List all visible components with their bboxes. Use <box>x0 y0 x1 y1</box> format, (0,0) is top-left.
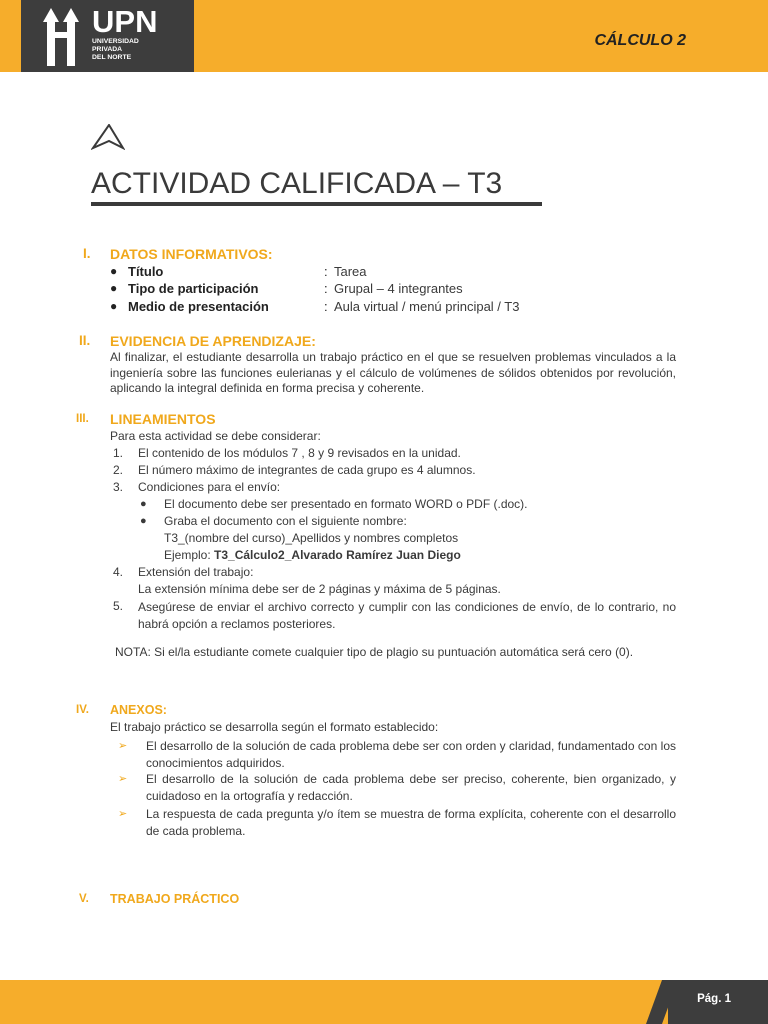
list-item: Extensión del trabajo: <box>138 565 254 579</box>
section-3-heading: LINEAMIENTOS <box>110 411 216 427</box>
section-4-number: IV. <box>76 704 90 716</box>
list-item: El número máximo de integrantes de cada grupo es 4 alumnos. <box>138 463 476 477</box>
list-number: 5. <box>113 599 124 613</box>
section-2-heading: EVIDENCIA DE APRENDIZAJE: <box>110 333 316 349</box>
bullet-icon: ● <box>140 498 147 510</box>
bullet-icon: ● <box>110 299 118 313</box>
logo-line-3: DEL NORTE <box>92 54 132 61</box>
arrow-bullet-icon: ➢ <box>118 773 128 785</box>
filename-example <box>164 548 461 564</box>
page-number: Pág. 1 <box>697 993 731 1005</box>
info-value: Tarea <box>334 264 367 279</box>
footer-page-box <box>668 980 768 1024</box>
section-5-number: V. <box>79 893 89 905</box>
section-5-heading: TRABAJO PRÁCTICO <box>110 892 240 906</box>
arrow-bullet-icon: ➢ <box>118 808 128 820</box>
page-header <box>0 0 768 72</box>
bullet-icon: ● <box>110 281 118 295</box>
bullet-icon: ● <box>140 515 147 527</box>
annex-item: La respuesta de cada pregunta y/o ítem se muestra de forma explícita, coherente con el desarrollo de cada problema. <box>146 807 676 838</box>
list-item: Condiciones para el envío: <box>138 480 281 494</box>
logo-line-1: UNIVERSIDAD <box>92 38 139 45</box>
list-number: 3. <box>113 480 124 494</box>
section-3-number: III. <box>76 413 89 425</box>
info-colon: : <box>324 281 328 296</box>
info-row-participation <box>110 281 590 299</box>
sub-list-item: El documento debe ser presentado en formato WORD o PDF (.doc). <box>164 497 528 511</box>
list-item-line: La extensión mínima debe ser de 2 páginas y máxima de 5 páginas. <box>138 582 501 596</box>
info-label: Tipo de participación <box>128 281 259 296</box>
course-title: CÁLCULO 2 <box>594 32 686 49</box>
info-label: Medio de presentación <box>128 299 269 314</box>
info-value: Aula virtual / menú principal / T3 <box>334 299 520 314</box>
section-1-heading: DATOS INFORMATIVOS: <box>110 246 273 262</box>
info-value: Grupal – 4 integrantes <box>334 281 463 296</box>
example-value: T3_Cálculo2_Alvarado Ramírez Juan Diego <box>214 548 461 562</box>
navigation-arrow-icon <box>91 124 125 150</box>
upn-logo <box>21 0 194 72</box>
logo-wordmark: UPN <box>92 4 158 39</box>
section-3-intro: Para esta actividad se debe considerar: <box>110 429 321 443</box>
sub-list-item: Graba el documento con el siguiente nombre: <box>164 514 407 528</box>
list-number: 4. <box>113 565 124 579</box>
annex-item: El desarrollo de la solución de cada problema debe ser preciso, coherente, bien organizado, y cuidadoso en la ortografía y redacción. <box>146 772 676 803</box>
page-footer <box>0 980 768 1024</box>
info-label: Título <box>128 264 164 279</box>
bullet-icon: ● <box>110 264 118 278</box>
section-1-number: I. <box>83 246 91 261</box>
info-colon: : <box>324 299 328 314</box>
info-row-medium <box>110 299 590 317</box>
title-underline <box>91 202 542 206</box>
example-label: Ejemplo: <box>164 548 215 562</box>
section-4-intro: El trabajo práctico se desarrolla según el formato establecido: <box>110 720 439 734</box>
list-item: Asegúrese de enviar el archivo correcto y cumplir con las condiciones de envío, de lo contrario, no habrá opción a reclamos posteriores. <box>138 600 676 631</box>
section-2-body: Al finalizar, el estudiante desarrolla un trabajo práctico en el que se resuelven problemas vinculados a la ingeniería sobre las funciones eulerianas y el cálculo de volúmenes de sólidos obtenidos por revolución, aplicando la integral definida en forma precisa y coherente. <box>110 350 676 395</box>
annex-item: El desarrollo de la solución de cada problema debe ser con orden y claridad, fundamentado con los conocimientos adquiridos. <box>146 739 676 770</box>
plagiarism-note: NOTA: Si el/la estudiante comete cualquier tipo de plagio su puntuación automática será cero (0). <box>115 645 634 659</box>
upn-logo-mark-icon <box>33 8 87 66</box>
list-number: 2. <box>113 463 124 477</box>
logo-line-2: PRIVADA <box>92 46 123 53</box>
arrow-bullet-icon: ➢ <box>118 740 128 752</box>
section-2-number: II. <box>79 333 91 348</box>
list-item: El contenido de los módulos 7 , 8 y 9 revisados en la unidad. <box>138 446 461 460</box>
document-title: ACTIVIDAD CALIFICADA – T3 <box>91 167 503 200</box>
info-colon: : <box>324 264 328 279</box>
sub-list-item-line: T3_(nombre del curso)_Apellidos y nombres completos <box>164 531 459 545</box>
list-number: 1. <box>113 446 124 460</box>
section-4-heading: ANEXOS: <box>110 703 167 717</box>
info-row-title <box>110 264 590 282</box>
